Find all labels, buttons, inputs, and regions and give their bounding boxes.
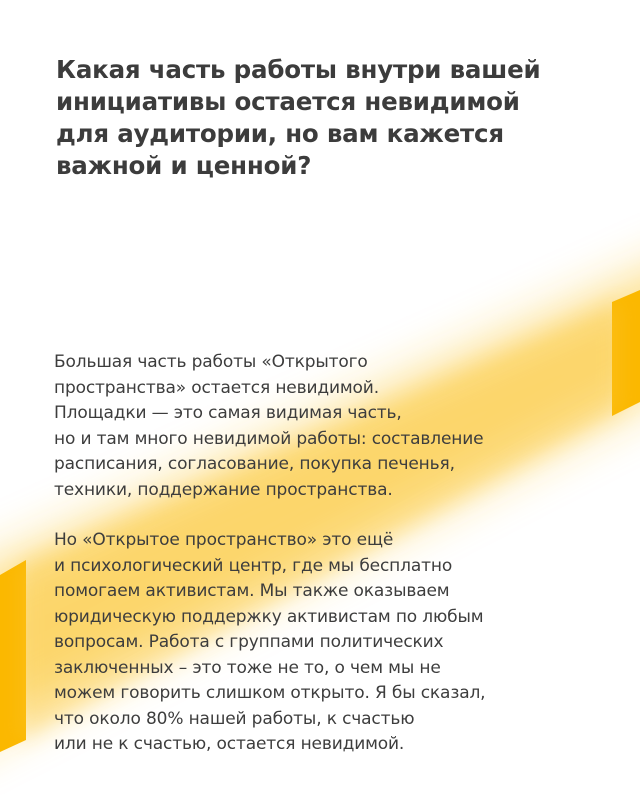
answer-line: Площадки — это самая видимая часть, (54, 403, 402, 423)
answer-line: вопросам. Работа с группами политических (54, 632, 444, 652)
answer-body (54, 350, 614, 758)
question-heading (56, 54, 596, 182)
answer-line: и психологический центр, где мы бесплатно (54, 555, 453, 576)
answer-line: можем говорить слишком открыто. Я бы сказал, (54, 683, 486, 703)
answer-line: заключенных – это тоже не то, о чем мы не (54, 657, 441, 678)
answer-paragraph-2 (54, 528, 614, 758)
question-line: важной и ценной? (56, 151, 312, 180)
answer-line: что около 80% нашей работы, к счастью (54, 708, 415, 729)
answer-line: техники, поддержание пространства. (54, 479, 393, 500)
answer-line: расписания, согласование, покупка печенья, (54, 454, 455, 474)
question-line: Какая часть работы внутри вашей (56, 55, 541, 84)
answer-line: Большая часть работы «Открытого (54, 352, 368, 372)
answer-line: пространства» остается невидимой. (54, 377, 379, 398)
answer-line: но и там много невидимой работы: составление (54, 428, 484, 449)
answer-line: Но «Открытое пространство» это ещё (54, 530, 394, 550)
answer-line: или не к счастью, остается невидимой. (54, 734, 405, 754)
answer-line: помогаем активистам. Мы также оказываем (54, 581, 450, 601)
question-line: для аудитории, но вам кажется (56, 119, 504, 148)
question-line: инициативы остается невидимой (56, 87, 520, 116)
answer-paragraph-1 (54, 350, 614, 503)
answer-line: юридическую поддержку активистам по любым (54, 606, 484, 627)
